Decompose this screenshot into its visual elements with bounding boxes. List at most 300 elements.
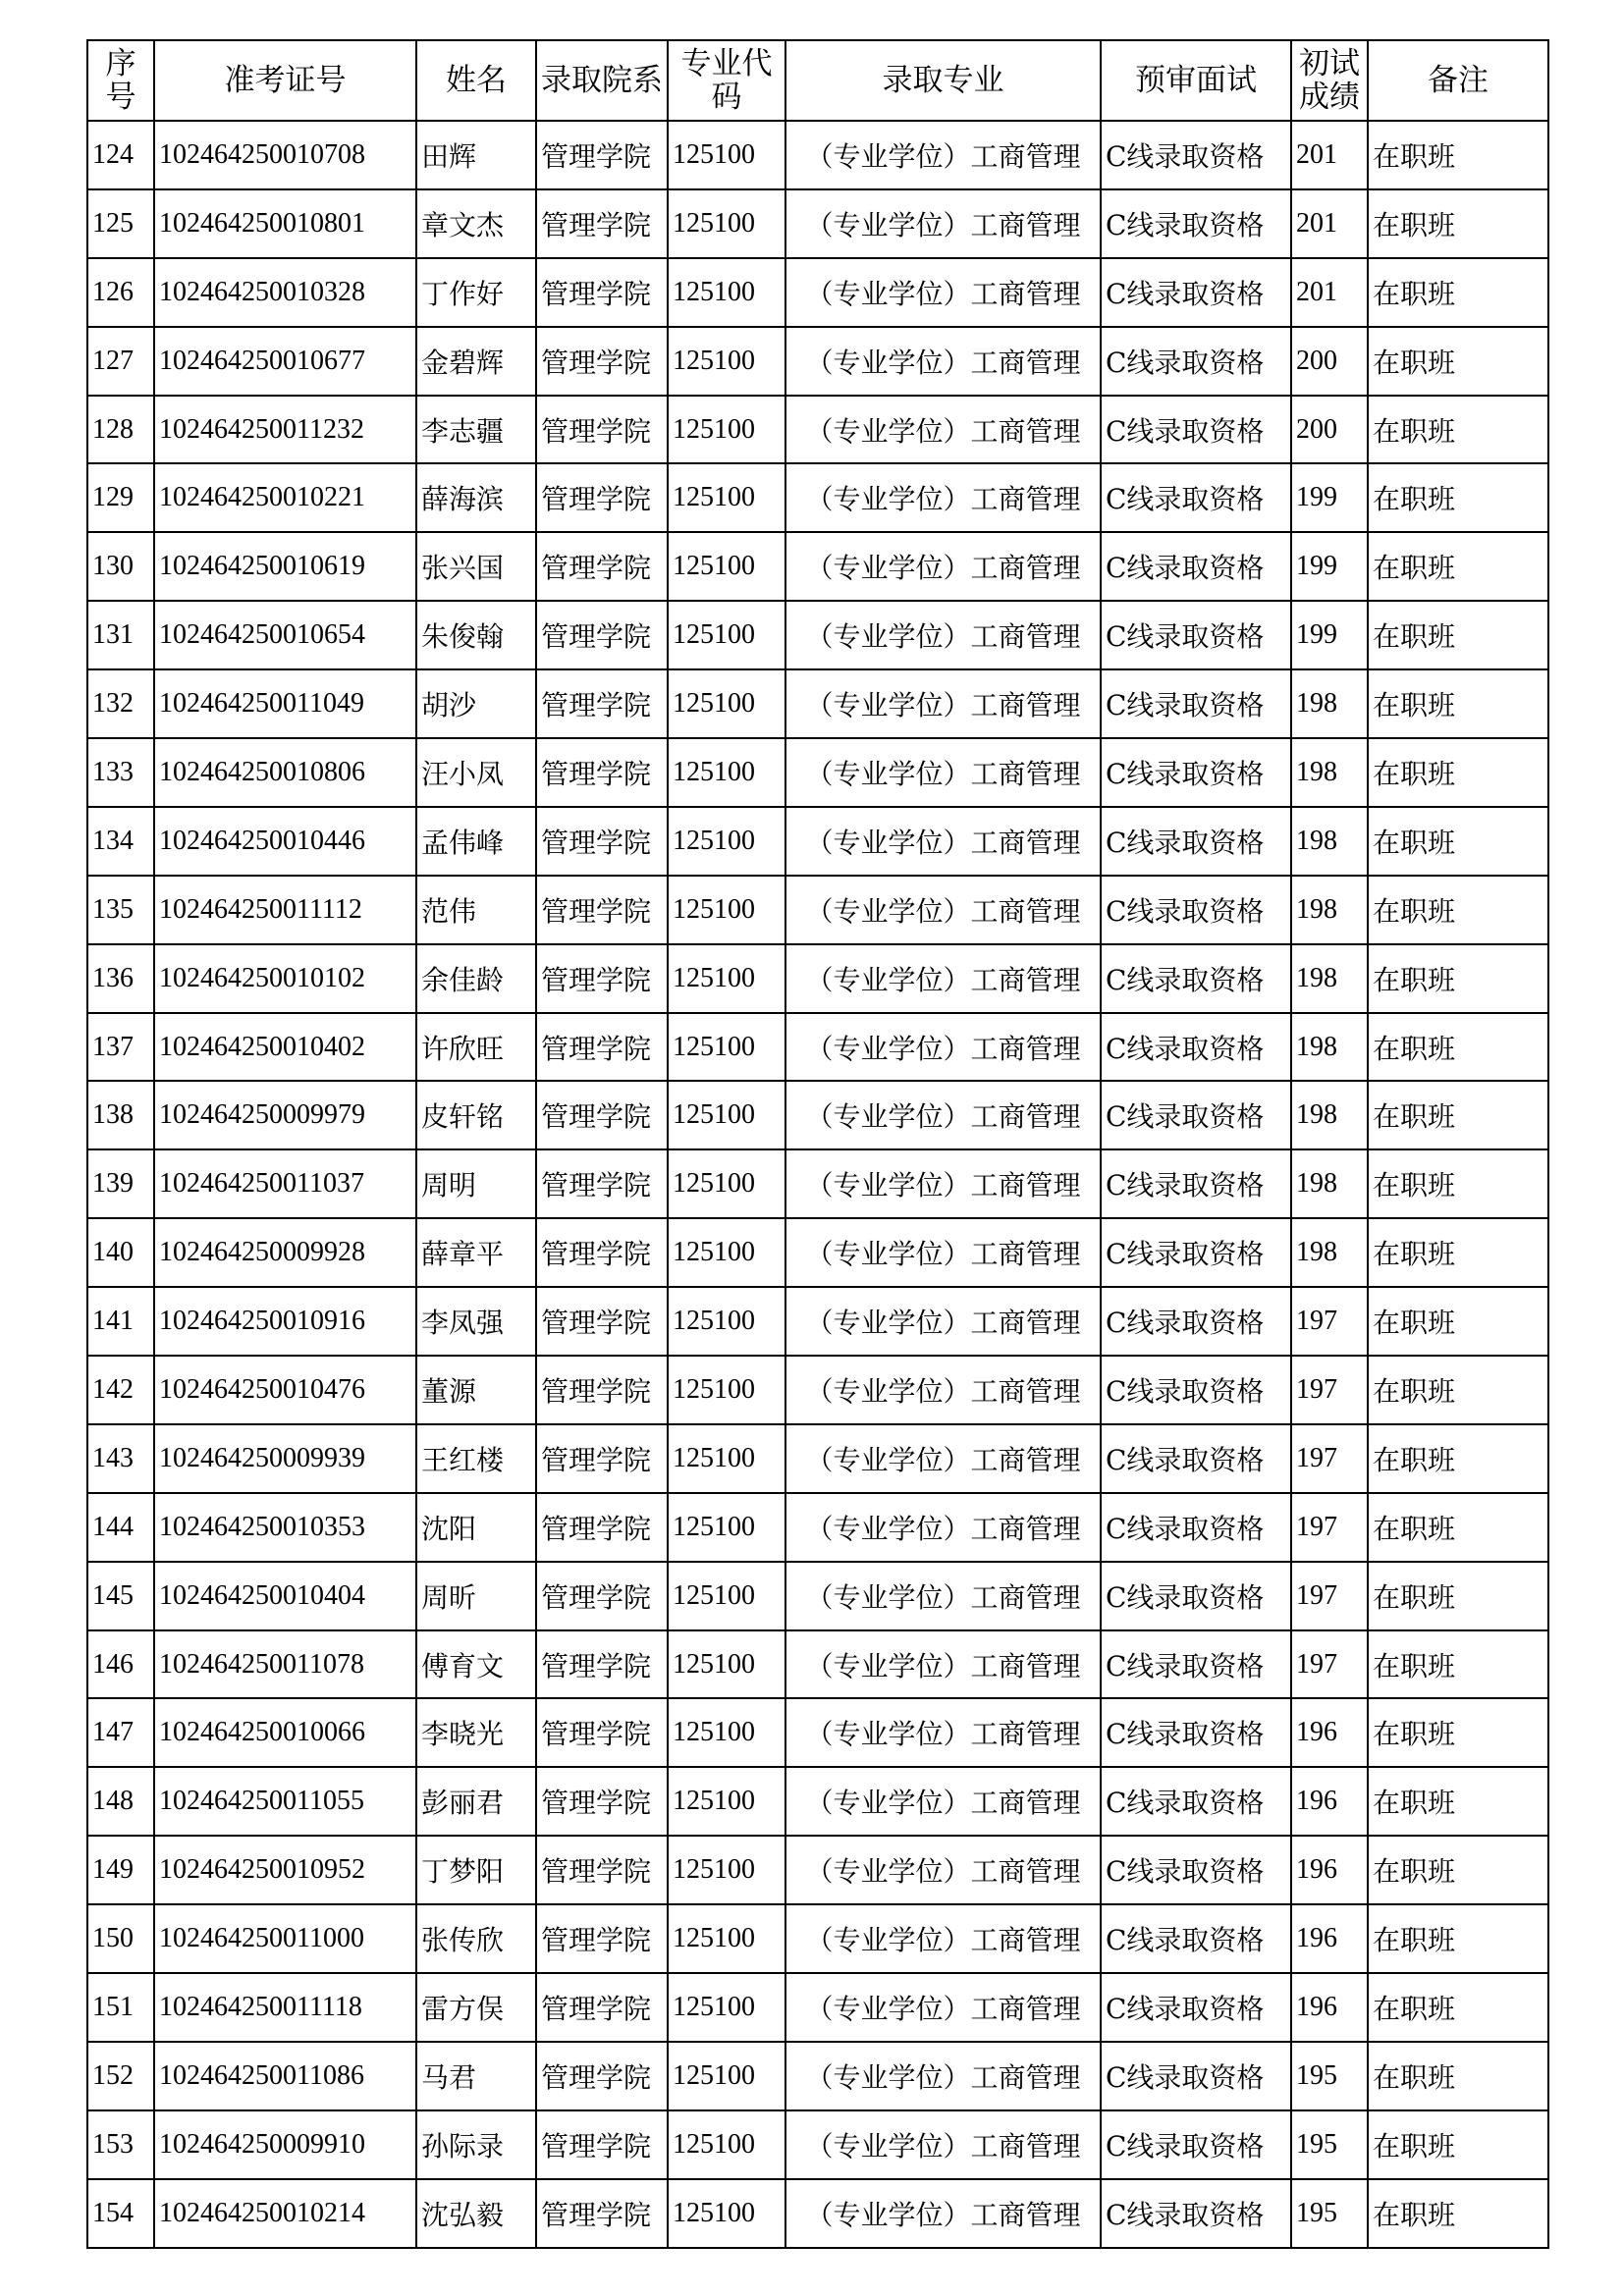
department-cell: 管理学院 [536, 1424, 668, 1493]
table-row [87, 1149, 1548, 1218]
department-cell: 管理学院 [536, 258, 668, 327]
major-code-cell: 125100 [668, 669, 785, 738]
major-code-cell: 125100 [668, 327, 785, 396]
name-cell: 董源 [416, 1356, 536, 1424]
score-cell: 198 [1291, 1013, 1368, 1082]
name-cell: 王红楼 [416, 1424, 536, 1493]
header-major: 录取专业 [785, 40, 1101, 121]
score-cell: 196 [1291, 1767, 1368, 1836]
seq-cell: 141 [87, 1287, 154, 1356]
major-cell: （专业学位）工商管理 [785, 1218, 1101, 1287]
score-cell: 198 [1291, 944, 1368, 1013]
department-cell: 管理学院 [536, 601, 668, 669]
exam-number-cell: 102464250010677 [154, 327, 416, 396]
major-code-cell: 125100 [668, 2179, 785, 2248]
name-cell: 丁梦阳 [416, 1836, 536, 1904]
header-remark: 备注 [1368, 40, 1548, 121]
seq-cell: 146 [87, 1630, 154, 1699]
table-row [87, 1493, 1548, 1562]
name-cell: 田辉 [416, 121, 536, 189]
admission-table [86, 39, 1549, 2249]
header-name: 姓名 [416, 40, 536, 121]
major-cell: （专业学位）工商管理 [785, 1562, 1101, 1630]
exam-number-cell: 102464250011118 [154, 1973, 416, 2042]
department-cell: 管理学院 [536, 1973, 668, 2042]
remark-cell: 在职班 [1368, 944, 1548, 1013]
remark-cell: 在职班 [1368, 807, 1548, 876]
major-code-cell: 125100 [668, 396, 785, 464]
interview-cell: C线录取资格 [1101, 1081, 1291, 1149]
interview-cell: C线录取资格 [1101, 327, 1291, 396]
interview-cell: C线录取资格 [1101, 1630, 1291, 1699]
seq-cell: 152 [87, 2042, 154, 2110]
table-row [87, 327, 1548, 396]
score-cell: 198 [1291, 669, 1368, 738]
table-row [87, 1698, 1548, 1767]
remark-cell: 在职班 [1368, 1493, 1548, 1562]
exam-number-cell: 102464250011232 [154, 396, 416, 464]
table-row [87, 1904, 1548, 1973]
score-cell: 197 [1291, 1424, 1368, 1493]
name-cell: 范伟 [416, 876, 536, 944]
seq-cell: 129 [87, 463, 154, 532]
interview-cell: C线录取资格 [1101, 258, 1291, 327]
score-cell: 198 [1291, 1218, 1368, 1287]
interview-cell: C线录取资格 [1101, 121, 1291, 189]
department-cell: 管理学院 [536, 121, 668, 189]
table-row [87, 1836, 1548, 1904]
seq-cell: 132 [87, 669, 154, 738]
table-row [87, 1081, 1548, 1149]
header-exam-number: 准考证号 [154, 40, 416, 121]
exam-number-cell: 102464250011055 [154, 1767, 416, 1836]
exam-number-cell: 102464250011037 [154, 1149, 416, 1218]
table-row [87, 876, 1548, 944]
department-cell: 管理学院 [536, 1081, 668, 1149]
major-code-cell: 125100 [668, 1767, 785, 1836]
table-row [87, 1287, 1548, 1356]
remark-cell: 在职班 [1368, 1424, 1548, 1493]
major-cell: （专业学位）工商管理 [785, 2179, 1101, 2248]
major-cell: （专业学位）工商管理 [785, 463, 1101, 532]
exam-number-cell: 102464250011000 [154, 1904, 416, 1973]
seq-cell: 124 [87, 121, 154, 189]
seq-cell: 150 [87, 1904, 154, 1973]
interview-cell: C线录取资格 [1101, 1973, 1291, 2042]
major-cell: （专业学位）工商管理 [785, 2042, 1101, 2110]
major-cell: （专业学位）工商管理 [785, 327, 1101, 396]
department-cell: 管理学院 [536, 1287, 668, 1356]
exam-number-cell: 102464250010102 [154, 944, 416, 1013]
major-code-cell: 125100 [668, 601, 785, 669]
department-cell: 管理学院 [536, 738, 668, 807]
major-code-cell: 125100 [668, 1973, 785, 2042]
major-code-cell: 125100 [668, 258, 785, 327]
table-row [87, 2179, 1548, 2248]
department-cell: 管理学院 [536, 189, 668, 258]
department-cell: 管理学院 [536, 1836, 668, 1904]
exam-number-cell: 102464250010654 [154, 601, 416, 669]
table-row [87, 1218, 1548, 1287]
name-cell: 傅育文 [416, 1630, 536, 1699]
major-code-cell: 125100 [668, 2110, 785, 2179]
table-row [87, 1973, 1548, 2042]
major-code-cell: 125100 [668, 1698, 785, 1767]
major-cell: （专业学位）工商管理 [785, 532, 1101, 601]
name-cell: 李晓光 [416, 1698, 536, 1767]
exam-number-cell: 102464250010806 [154, 738, 416, 807]
major-code-cell: 125100 [668, 1904, 785, 1973]
exam-number-cell: 102464250011078 [154, 1630, 416, 1699]
department-cell: 管理学院 [536, 1630, 668, 1699]
name-cell: 章文杰 [416, 189, 536, 258]
seq-cell: 151 [87, 1973, 154, 2042]
name-cell: 朱俊翰 [416, 601, 536, 669]
name-cell: 丁作好 [416, 258, 536, 327]
department-cell: 管理学院 [536, 532, 668, 601]
exam-number-cell: 102464250010801 [154, 189, 416, 258]
department-cell: 管理学院 [536, 463, 668, 532]
exam-number-cell: 102464250010328 [154, 258, 416, 327]
table-row [87, 1356, 1548, 1424]
score-cell: 195 [1291, 2042, 1368, 2110]
major-cell: （专业学位）工商管理 [785, 2110, 1101, 2179]
major-code-cell: 125100 [668, 1562, 785, 1630]
remark-cell: 在职班 [1368, 876, 1548, 944]
seq-cell: 134 [87, 807, 154, 876]
seq-cell: 139 [87, 1149, 154, 1218]
score-cell: 195 [1291, 2110, 1368, 2179]
department-cell: 管理学院 [536, 1698, 668, 1767]
exam-number-cell: 102464250010952 [154, 1836, 416, 1904]
interview-cell: C线录取资格 [1101, 1287, 1291, 1356]
seq-cell: 137 [87, 1013, 154, 1082]
department-cell: 管理学院 [536, 327, 668, 396]
major-code-cell: 125100 [668, 1630, 785, 1699]
name-cell: 张传欣 [416, 1904, 536, 1973]
exam-number-cell: 102464250009910 [154, 2110, 416, 2179]
name-cell: 雷方俣 [416, 1973, 536, 2042]
table-row [87, 738, 1548, 807]
seq-cell: 144 [87, 1493, 154, 1562]
score-cell: 199 [1291, 601, 1368, 669]
name-cell: 周昕 [416, 1562, 536, 1630]
interview-cell: C线录取资格 [1101, 396, 1291, 464]
seq-cell: 125 [87, 189, 154, 258]
major-code-cell: 125100 [668, 463, 785, 532]
exam-number-cell: 102464250011086 [154, 2042, 416, 2110]
major-cell: （专业学位）工商管理 [785, 258, 1101, 327]
interview-cell: C线录取资格 [1101, 2110, 1291, 2179]
remark-cell: 在职班 [1368, 2110, 1548, 2179]
seq-cell: 126 [87, 258, 154, 327]
major-cell: （专业学位）工商管理 [785, 669, 1101, 738]
department-cell: 管理学院 [536, 1356, 668, 1424]
header-department: 录取院系 [536, 40, 668, 121]
remark-cell: 在职班 [1368, 2179, 1548, 2248]
table-row [87, 121, 1548, 189]
score-cell: 196 [1291, 1904, 1368, 1973]
seq-cell: 154 [87, 2179, 154, 2248]
major-cell: （专业学位）工商管理 [785, 807, 1101, 876]
department-cell: 管理学院 [536, 1013, 668, 1082]
major-code-cell: 125100 [668, 2042, 785, 2110]
name-cell: 沈弘毅 [416, 2179, 536, 2248]
exam-number-cell: 102464250010619 [154, 532, 416, 601]
score-cell: 198 [1291, 1081, 1368, 1149]
major-cell: （专业学位）工商管理 [785, 1767, 1101, 1836]
exam-number-cell: 102464250010916 [154, 1287, 416, 1356]
remark-cell: 在职班 [1368, 1767, 1548, 1836]
score-cell: 197 [1291, 1630, 1368, 1699]
major-code-cell: 125100 [668, 1836, 785, 1904]
interview-cell: C线录取资格 [1101, 1149, 1291, 1218]
major-code-cell: 125100 [668, 189, 785, 258]
exam-number-cell: 102464250010404 [154, 1562, 416, 1630]
score-cell: 197 [1291, 1356, 1368, 1424]
major-cell: （专业学位）工商管理 [785, 1630, 1101, 1699]
department-cell: 管理学院 [536, 1218, 668, 1287]
header-row [87, 40, 1548, 121]
table-row [87, 396, 1548, 464]
major-cell: （专业学位）工商管理 [785, 1698, 1101, 1767]
seq-cell: 140 [87, 1218, 154, 1287]
name-cell: 许欣旺 [416, 1013, 536, 1082]
remark-cell: 在职班 [1368, 258, 1548, 327]
exam-number-cell: 102464250009928 [154, 1218, 416, 1287]
major-cell: （专业学位）工商管理 [785, 1836, 1101, 1904]
major-cell: （专业学位）工商管理 [785, 396, 1101, 464]
interview-cell: C线录取资格 [1101, 1767, 1291, 1836]
interview-cell: C线录取资格 [1101, 1356, 1291, 1424]
table-row [87, 258, 1548, 327]
major-code-cell: 125100 [668, 876, 785, 944]
score-cell: 201 [1291, 189, 1368, 258]
exam-number-cell: 102464250010353 [154, 1493, 416, 1562]
header-score: 初试成绩 [1291, 40, 1368, 121]
exam-number-cell: 102464250010708 [154, 121, 416, 189]
interview-cell: C线录取资格 [1101, 1424, 1291, 1493]
table-row [87, 532, 1548, 601]
department-cell: 管理学院 [536, 1767, 668, 1836]
seq-cell: 135 [87, 876, 154, 944]
major-cell: （专业学位）工商管理 [785, 121, 1101, 189]
department-cell: 管理学院 [536, 2179, 668, 2248]
major-cell: （专业学位）工商管理 [785, 1356, 1101, 1424]
remark-cell: 在职班 [1368, 1081, 1548, 1149]
name-cell: 李志疆 [416, 396, 536, 464]
seq-cell: 136 [87, 944, 154, 1013]
major-cell: （专业学位）工商管理 [785, 189, 1101, 258]
department-cell: 管理学院 [536, 396, 668, 464]
score-cell: 195 [1291, 2179, 1368, 2248]
department-cell: 管理学院 [536, 876, 668, 944]
score-cell: 196 [1291, 1973, 1368, 2042]
major-cell: （专业学位）工商管理 [785, 1493, 1101, 1562]
remark-cell: 在职班 [1368, 189, 1548, 258]
header-seq: 序号 [87, 40, 154, 121]
department-cell: 管理学院 [536, 1149, 668, 1218]
remark-cell: 在职班 [1368, 1287, 1548, 1356]
interview-cell: C线录取资格 [1101, 463, 1291, 532]
name-cell: 李凤强 [416, 1287, 536, 1356]
major-cell: （专业学位）工商管理 [785, 944, 1101, 1013]
exam-number-cell: 102464250010214 [154, 2179, 416, 2248]
major-code-cell: 125100 [668, 738, 785, 807]
seq-cell: 143 [87, 1424, 154, 1493]
interview-cell: C线录取资格 [1101, 807, 1291, 876]
name-cell: 孙际录 [416, 2110, 536, 2179]
table-row [87, 601, 1548, 669]
exam-number-cell: 102464250010476 [154, 1356, 416, 1424]
major-cell: （专业学位）工商管理 [785, 1149, 1101, 1218]
seq-cell: 149 [87, 1836, 154, 1904]
name-cell: 胡沙 [416, 669, 536, 738]
remark-cell: 在职班 [1368, 121, 1548, 189]
remark-cell: 在职班 [1368, 463, 1548, 532]
name-cell: 汪小凤 [416, 738, 536, 807]
exam-number-cell: 102464250010446 [154, 807, 416, 876]
exam-number-cell: 102464250009979 [154, 1081, 416, 1149]
seq-cell: 138 [87, 1081, 154, 1149]
seq-cell: 142 [87, 1356, 154, 1424]
score-cell: 197 [1291, 1493, 1368, 1562]
remark-cell: 在职班 [1368, 601, 1548, 669]
remark-cell: 在职班 [1368, 1973, 1548, 2042]
score-cell: 196 [1291, 1836, 1368, 1904]
remark-cell: 在职班 [1368, 1630, 1548, 1699]
name-cell: 金碧辉 [416, 327, 536, 396]
major-cell: （专业学位）工商管理 [785, 1013, 1101, 1082]
table-row [87, 2042, 1548, 2110]
interview-cell: C线录取资格 [1101, 738, 1291, 807]
header-interview: 预审面试 [1101, 40, 1291, 121]
major-cell: （专业学位）工商管理 [785, 601, 1101, 669]
major-code-cell: 125100 [668, 1493, 785, 1562]
name-cell: 皮轩铭 [416, 1081, 536, 1149]
table-row [87, 1767, 1548, 1836]
major-cell: （专业学位）工商管理 [785, 1287, 1101, 1356]
remark-cell: 在职班 [1368, 2042, 1548, 2110]
score-cell: 198 [1291, 1149, 1368, 1218]
interview-cell: C线录取资格 [1101, 1218, 1291, 1287]
major-code-cell: 125100 [668, 1424, 785, 1493]
table-row [87, 1630, 1548, 1699]
interview-cell: C线录取资格 [1101, 1562, 1291, 1630]
interview-cell: C线录取资格 [1101, 1698, 1291, 1767]
score-cell: 199 [1291, 463, 1368, 532]
department-cell: 管理学院 [536, 669, 668, 738]
table-row [87, 669, 1548, 738]
department-cell: 管理学院 [536, 2042, 668, 2110]
exam-number-cell: 102464250009939 [154, 1424, 416, 1493]
interview-cell: C线录取资格 [1101, 1904, 1291, 1973]
seq-cell: 131 [87, 601, 154, 669]
major-code-cell: 125100 [668, 1287, 785, 1356]
interview-cell: C线录取资格 [1101, 601, 1291, 669]
exam-number-cell: 102464250010402 [154, 1013, 416, 1082]
score-cell: 198 [1291, 738, 1368, 807]
department-cell: 管理学院 [536, 2110, 668, 2179]
remark-cell: 在职班 [1368, 1836, 1548, 1904]
table-row [87, 807, 1548, 876]
table-row [87, 1562, 1548, 1630]
exam-number-cell: 102464250010066 [154, 1698, 416, 1767]
department-cell: 管理学院 [536, 1493, 668, 1562]
major-code-cell: 125100 [668, 944, 785, 1013]
name-cell: 沈阳 [416, 1493, 536, 1562]
major-cell: （专业学位）工商管理 [785, 1081, 1101, 1149]
score-cell: 199 [1291, 532, 1368, 601]
major-cell: （专业学位）工商管理 [785, 738, 1101, 807]
name-cell: 张兴国 [416, 532, 536, 601]
table-row [87, 1424, 1548, 1493]
table-row [87, 2110, 1548, 2179]
seq-cell: 148 [87, 1767, 154, 1836]
remark-cell: 在职班 [1368, 1149, 1548, 1218]
seq-cell: 130 [87, 532, 154, 601]
name-cell: 马君 [416, 2042, 536, 2110]
major-code-cell: 125100 [668, 121, 785, 189]
table-row [87, 463, 1548, 532]
name-cell: 孟伟峰 [416, 807, 536, 876]
score-cell: 198 [1291, 876, 1368, 944]
name-cell: 余佳龄 [416, 944, 536, 1013]
name-cell: 薛海滨 [416, 463, 536, 532]
score-cell: 201 [1291, 258, 1368, 327]
interview-cell: C线录取资格 [1101, 944, 1291, 1013]
remark-cell: 在职班 [1368, 1698, 1548, 1767]
department-cell: 管理学院 [536, 807, 668, 876]
interview-cell: C线录取资格 [1101, 1493, 1291, 1562]
remark-cell: 在职班 [1368, 327, 1548, 396]
name-cell: 周明 [416, 1149, 536, 1218]
interview-cell: C线录取资格 [1101, 532, 1291, 601]
interview-cell: C线录取资格 [1101, 669, 1291, 738]
interview-cell: C线录取资格 [1101, 876, 1291, 944]
header-major-code: 专业代码 [668, 40, 785, 121]
name-cell: 彭丽君 [416, 1767, 536, 1836]
department-cell: 管理学院 [536, 1904, 668, 1973]
department-cell: 管理学院 [536, 944, 668, 1013]
score-cell: 201 [1291, 121, 1368, 189]
name-cell: 薛章平 [416, 1218, 536, 1287]
major-cell: （专业学位）工商管理 [785, 1973, 1101, 2042]
seq-cell: 153 [87, 2110, 154, 2179]
department-cell: 管理学院 [536, 1562, 668, 1630]
exam-number-cell: 102464250010221 [154, 463, 416, 532]
seq-cell: 128 [87, 396, 154, 464]
score-cell: 200 [1291, 327, 1368, 396]
score-cell: 196 [1291, 1698, 1368, 1767]
remark-cell: 在职班 [1368, 396, 1548, 464]
seq-cell: 145 [87, 1562, 154, 1630]
seq-cell: 133 [87, 738, 154, 807]
interview-cell: C线录取资格 [1101, 1836, 1291, 1904]
score-cell: 197 [1291, 1287, 1368, 1356]
major-cell: （专业学位）工商管理 [785, 1424, 1101, 1493]
major-code-cell: 125100 [668, 1149, 785, 1218]
seq-cell: 147 [87, 1698, 154, 1767]
major-cell: （专业学位）工商管理 [785, 1904, 1101, 1973]
major-code-cell: 125100 [668, 807, 785, 876]
exam-number-cell: 102464250011112 [154, 876, 416, 944]
table-row [87, 944, 1548, 1013]
major-code-cell: 125100 [668, 1356, 785, 1424]
remark-cell: 在职班 [1368, 1356, 1548, 1424]
major-code-cell: 125100 [668, 1218, 785, 1287]
major-code-cell: 125100 [668, 532, 785, 601]
